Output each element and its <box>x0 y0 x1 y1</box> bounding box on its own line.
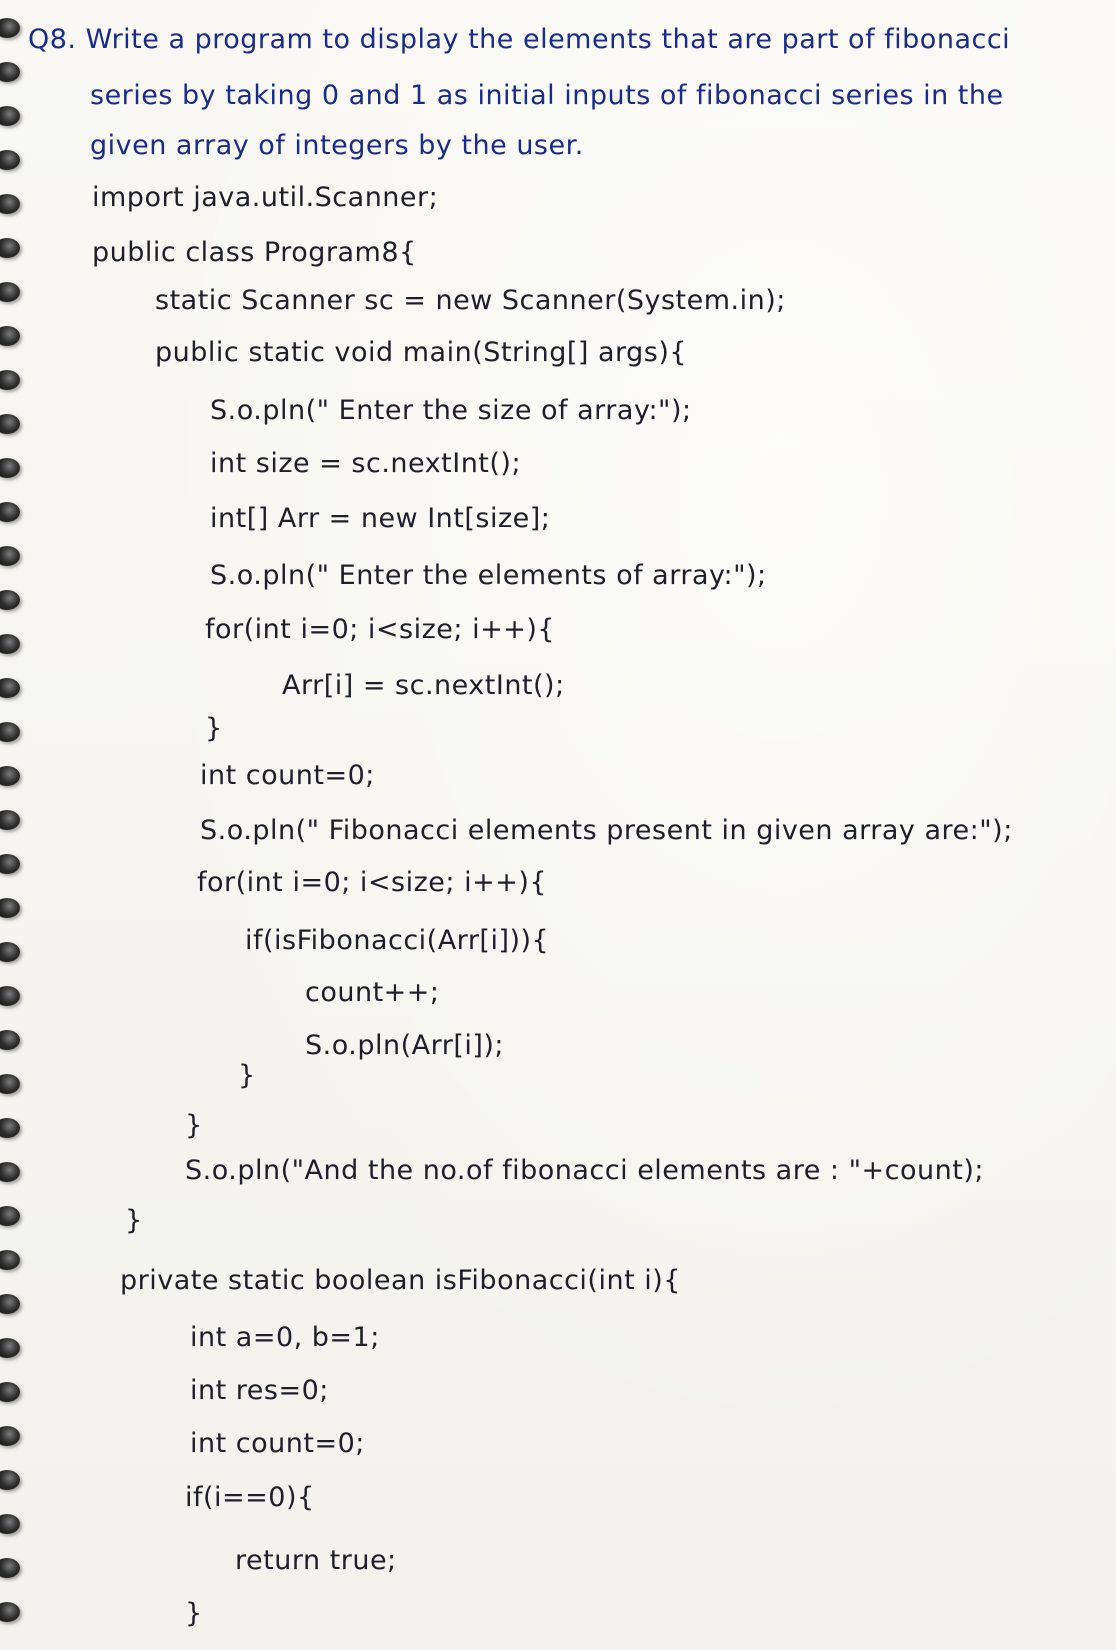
code-line: } <box>238 1060 256 1091</box>
binding-ring <box>0 370 20 390</box>
spiral-binding <box>0 0 40 1650</box>
binding-ring <box>0 458 20 478</box>
binding-ring <box>0 194 20 214</box>
binding-ring <box>0 678 20 698</box>
code-line: import java.util.Scanner; <box>92 182 439 213</box>
code-line: } <box>185 1598 203 1629</box>
binding-ring <box>0 1558 20 1578</box>
code-line: private static boolean isFibonacci(int i){ <box>120 1265 681 1296</box>
code-line: for(int i=0; i<size; i++){ <box>197 867 548 898</box>
binding-ring <box>0 634 20 654</box>
code-line: Arr[i] = sc.nextInt(); <box>282 670 565 701</box>
code-line: if(isFibonacci(Arr[i])){ <box>245 925 550 956</box>
question-line-2: series by taking 0 and 1 as initial inputs of fibonacci series in the <box>90 80 1004 111</box>
code-line: public static void main(String[] args){ <box>155 337 688 368</box>
code-line: } <box>125 1205 143 1236</box>
code-line: S.o.pln("And the no.of fibonacci elements are : "+count); <box>185 1155 984 1186</box>
code-line: } <box>205 713 223 744</box>
binding-ring <box>0 1294 20 1314</box>
binding-ring <box>0 546 20 566</box>
code-line: S.o.pln(Arr[i]); <box>305 1030 505 1061</box>
question-line-1: Q8. Write a program to display the elements that are part of fibonacci <box>28 24 1011 55</box>
binding-ring <box>0 150 20 170</box>
binding-ring <box>0 590 20 610</box>
binding-ring <box>0 18 20 38</box>
code-line: S.o.pln(" Enter the elements of array:"); <box>210 560 767 591</box>
binding-ring <box>0 766 20 786</box>
code-line: if(i==0){ <box>185 1482 315 1513</box>
code-line: int[] Arr = new Int[size]; <box>210 503 551 534</box>
binding-ring <box>0 1030 20 1050</box>
code-line: count++; <box>305 977 440 1008</box>
code-line: static Scanner sc = new Scanner(System.in); <box>155 285 786 316</box>
code-line: int size = sc.nextInt(); <box>210 448 522 479</box>
binding-ring <box>0 1602 20 1622</box>
binding-ring <box>0 502 20 522</box>
binding-ring <box>0 1382 20 1402</box>
binding-ring <box>0 326 20 346</box>
binding-ring <box>0 722 20 742</box>
code-line: for(int i=0; i<size; i++){ <box>205 614 556 645</box>
code-line: public class Program8{ <box>92 237 417 268</box>
binding-ring <box>0 1162 20 1182</box>
binding-ring <box>0 1118 20 1138</box>
binding-ring <box>0 106 20 126</box>
code-line: return true; <box>235 1545 397 1576</box>
code-line: } <box>185 1110 203 1141</box>
binding-ring <box>0 986 20 1006</box>
code-line: S.o.pln(" Fibonacci elements present in given array are:"); <box>200 815 1013 846</box>
binding-ring <box>0 1426 20 1446</box>
binding-ring <box>0 282 20 302</box>
binding-ring <box>0 62 20 82</box>
binding-ring <box>0 854 20 874</box>
binding-ring <box>0 1206 20 1226</box>
binding-ring <box>0 1514 20 1534</box>
binding-ring <box>0 1250 20 1270</box>
binding-ring <box>0 1074 20 1094</box>
binding-ring <box>0 810 20 830</box>
code-line: int count=0; <box>190 1428 365 1459</box>
binding-ring <box>0 238 20 258</box>
question-line-3: given array of integers by the user. <box>90 130 584 161</box>
binding-ring <box>0 1338 20 1358</box>
code-line: int a=0, b=1; <box>190 1322 380 1353</box>
code-line: int count=0; <box>200 760 375 791</box>
binding-ring <box>0 1470 20 1490</box>
code-line: int res=0; <box>190 1375 329 1406</box>
binding-ring <box>0 898 20 918</box>
code-line: S.o.pln(" Enter the size of array:"); <box>210 395 692 426</box>
binding-ring <box>0 942 20 962</box>
binding-ring <box>0 414 20 434</box>
